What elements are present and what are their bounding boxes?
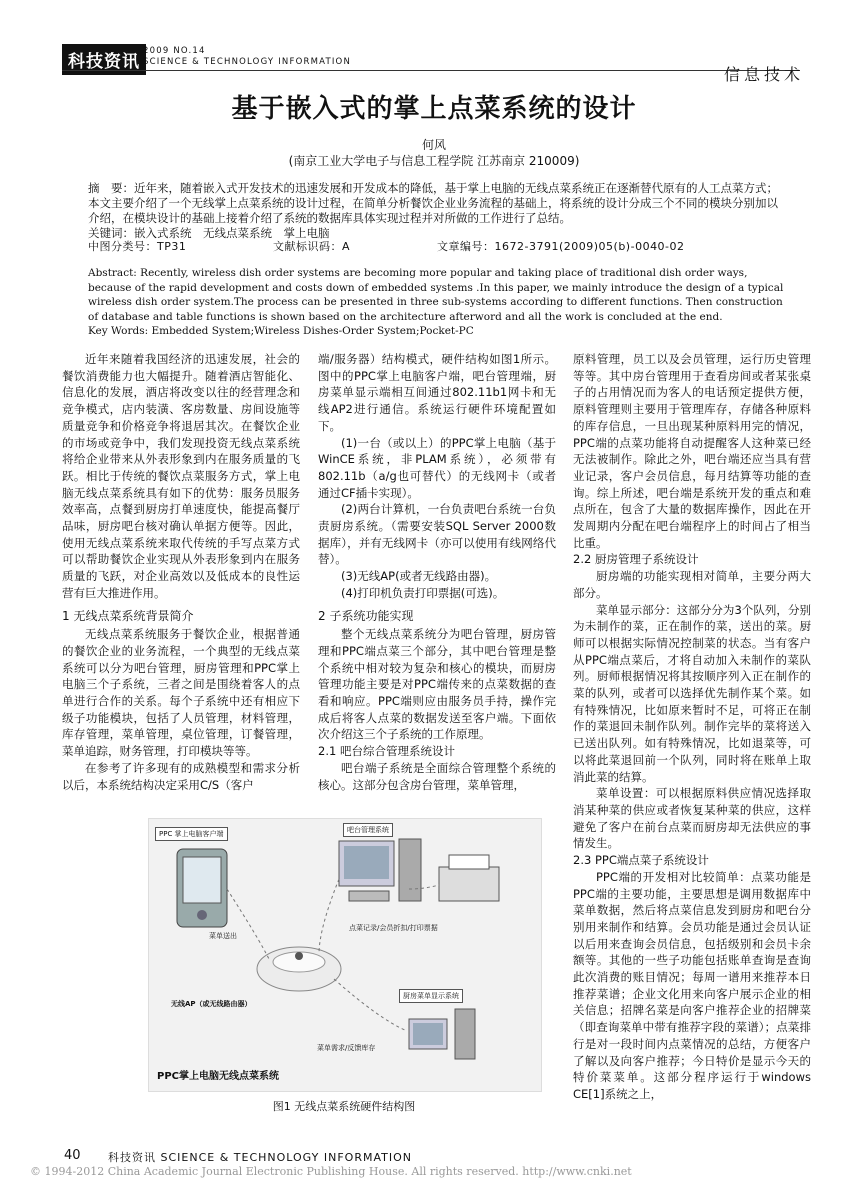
paragraph: 整个无线点菜系统分为吧台管理，厨房管理和PPC端点菜三个部分，其中吧台管理是整个系统中相对较为复杂和核心的模块，而厨房管理功能主要是对PPC端传来的点菜数据的查看和响应。PPC端则应由服务员手持，操作完成后将客人点菜的数据发送至客户端。下面依次介绍这三个子系统的工作原理。 bbox=[318, 627, 556, 742]
paragraph: 厨房端的功能实现相对简单，主要分两大部分。 bbox=[573, 569, 811, 600]
label-ap: 无线AP（或无线路由器） bbox=[171, 1000, 252, 1008]
header-rule bbox=[62, 70, 800, 71]
list-item: (3)无线AP(或者无线路由器)。 bbox=[341, 569, 497, 584]
subsection-heading: 2.1 吧台综合管理系统设计 bbox=[318, 744, 455, 759]
printer-icon bbox=[439, 855, 499, 901]
kitchen-computer-icon bbox=[409, 1009, 475, 1059]
author: 何风 bbox=[421, 138, 446, 152]
issue-number: 2009 NO.14 bbox=[143, 46, 206, 56]
paragraph: 菜单显示部分：这部分分为3个队列，分别为未制作的菜，正在制作的菜，送出的菜。厨师可以根据实际情况控制菜的状态。当有客户从PPC端点菜后，才将自动加入未制作的菜队列。厨师根据情况将其按顺序列入正在制作的菜的队列，或者可以选择优先制作某个菜。如有特殊情况，比如原来暂时不足，可将正在制作的菜退回未制作队列。制作完毕的菜将送入已送出队列。如有特殊情况，比如退菜等，可以将此菜退回前一个队列，同时将在账单上取消此菜的结算。 bbox=[573, 602, 811, 784]
paragraph: 端/服务器）结构模式，硬件结构如图1所示。图中的PPC掌上电脑客户端，吧台管理端，厨房菜单显示端相互间通过802.11b1网卡和无线AP2进行通信。系统运行硬件环境配置如下。 bbox=[318, 352, 556, 433]
paragraph: 近年来随着我国经济的迅速发展，社会的餐饮消费能力也大幅提升。随着酒店智能化、信息化的发展，酒店将改变以往的经营理念和竞争模式，店内装潢、客房数量、房间设施等质量竞争和价格竞争将退居其次。在餐饮企业的市场或竞争中，我们发现投资无线点菜系统将给企业带来从外表形象到内在服务质量的飞跃。相比于传统的餐饮点菜服务方式，掌上电脑无线点菜系统具有如下的优势：服务员服务效率高，点餐到厨房打单速度快，能提高餐厅品味，厨房吧台核对确认单据方便等。因此，使用无线点菜系统来取代传统的手写点菜方式可以帮助餐饮企业实现从外表形象到内在服务质量的飞跃，对企业高效以及低成本的良性运营有巨大推进作用。 bbox=[62, 352, 300, 600]
label-send: 菜单送出 bbox=[209, 932, 237, 940]
column-3 bbox=[573, 351, 811, 1103]
journal-logo: 科技资讯 bbox=[62, 44, 146, 75]
figure-inner-title: PPC掌上电脑无线点菜系统 bbox=[157, 1071, 279, 1082]
list-item: (2)两台计算机，一台负责吧台系统一台负责厨房系统。（需要安装SQL Server 2000数据库），并有无线网卡（亦可以使用有线网络代替）。 bbox=[318, 502, 556, 567]
copyright-notice: © 1994-2012 China Academic Journal Electronic Publishing House. All rights reserved. http://www.cnki.net bbox=[30, 1165, 632, 1178]
label-bar-system: 吧台管理系统 bbox=[343, 823, 393, 837]
keywords-cn: 关键词：嵌入式系统 无线点菜系统 掌上电脑 bbox=[88, 226, 330, 240]
subsection-heading: 2.2 厨房管理子系统设计 bbox=[573, 552, 699, 567]
figure-1 bbox=[148, 818, 542, 1092]
journal-english-name: SCIENCE & TECHNOLOGY INFORMATION bbox=[143, 57, 352, 67]
label-ppc: PPC 掌上电脑客户端 bbox=[155, 827, 228, 841]
journal-meta bbox=[143, 46, 351, 68]
clc-number: 中图分类号：TP31 bbox=[88, 240, 187, 253]
column-1 bbox=[62, 351, 300, 793]
list-item: (1)一台（或以上）的PPC掌上电脑（基于WinCE系统，非PLAM系统），必须带有802.11b（a/g也可替代）的无线网卡（或者通过CF插卡实现）。 bbox=[318, 435, 556, 500]
paragraph: 在参考了许多现有的成熟模型和需求分析以后，本系统结构决定采用C/S（客户 bbox=[62, 760, 300, 792]
keywords-en: Key Words: Embedded System;Wireless Dishes-Order System;Pocket-PC bbox=[88, 325, 474, 337]
footer-journal: 科技资讯 SCIENCE & TECHNOLOGY INFORMATION bbox=[108, 1151, 412, 1164]
abstract-en bbox=[88, 266, 788, 339]
section-heading: 1 无线点菜系统背景简介 bbox=[62, 608, 194, 623]
label-kitchen-system: 厨房菜单显示系统 bbox=[399, 989, 463, 1003]
document-code: 文献标识码：A bbox=[273, 240, 351, 253]
wireless-ap-icon bbox=[257, 947, 341, 991]
figure-caption: 图1 无线点菜系统硬件结构图 bbox=[272, 1100, 416, 1113]
subsection-heading: 2.3 PPC端点菜子系统设计 bbox=[573, 853, 709, 868]
column-2 bbox=[318, 351, 556, 793]
paragraph: 原料管理，员工以及会员管理，运行历史管理等等。其中房台管理用于查看房间或者某张桌子的占用情况而为客人的电话预定提供方便，原料管理则主要用于管理库存，存储各种原料的库存信息，一旦出现某种原料用完的情况，PPC端的点菜功能将自动提醒客人这种菜已经无法被制作。除此之外，吧台端还应当具有营业记录，客户会员信息，每月结算等功能的查询。综上所述，吧台端是系统开发的重点和难点所在，包含了大量的数据库操作，因此在开发周期内分配在吧台端程序上的时间占了相当比重。 bbox=[573, 352, 811, 550]
section-heading: 2 子系统功能实现 bbox=[318, 608, 414, 623]
pda-icon bbox=[177, 849, 227, 927]
label-records: 点菜记录/会员折扣/打印票据 bbox=[349, 924, 438, 932]
abstract-cn bbox=[88, 181, 788, 241]
abstract-en-text: Abstract: Recently, wireless dish order systems are becoming more popular and taking place of traditional dish order ways, because of the rapid development and costs down of embedded systems .In this paper, we mainly introduce the design of a typical wireless dish order system.The process can be presented in three sub-systems according to different functions. Then construction of database and table functions is shown based on the architecture afterword and all the work is concluded at the end. bbox=[88, 267, 784, 323]
list-item: (4)打印机负责打印票据(可选)。 bbox=[341, 585, 505, 600]
link-lines bbox=[227, 879, 439, 1031]
computer-icon bbox=[339, 839, 421, 901]
paragraph: 吧台端子系统是全面综合管理整个系统的核心。这部分包含房台管理，菜单管理， bbox=[318, 760, 556, 792]
paragraph: PPC端的开发相对比较简单：点菜功能是PPC端的主要功能，主要思想是调用数据库中菜单数据，然后将点菜信息发到厨房和吧台分别用来制作和结算。会员功能是通过会员认证以后用来查询会员信息，包括级别和会员卡余额等。其他的一些子功能包括账单查询是查询此次消费的账目情况；每周一谱用来推荐本日推荐菜谱；企业文化用来向客户展示企业的相关信息；招牌名菜是向客户推荐企业的招牌菜（即查询菜单中带有推荐字段的菜谱）；点菜排行是对一段时间内点菜情况的总结，方便客户了解以及向客户推荐；今日特价是显示今天的特价菜菜单。这部分程序运行于windows CE[1]系统之上， bbox=[573, 869, 811, 1101]
article-number: 文章编号：1672-3791(2009)05(b)-0040-02 bbox=[437, 240, 685, 253]
paragraph: 菜单设置：可以根据原料供应情况选择取消某种菜的供应或者恢复某种菜的供应，这样避免了客户在前台点菜而厨房却无法供应的事情发生。 bbox=[573, 786, 811, 851]
label-feedback: 菜单需求/反馈库存 bbox=[317, 1044, 376, 1052]
section-name: 信息技术 bbox=[724, 65, 805, 84]
paragraph: 无线点菜系统服务于餐饮企业，根据普通的餐饮企业的业务流程，一个典型的无线点菜系统可以分为吧台管理，厨房管理和PPC掌上电脑三个子系统，三者之间是围绕着客人的点单进行合作的关系。每个子系统中还有相应下级子功能模块，包括了人员管理，材料管理，库存管理，菜单管理，桌位管理，订餐管理，菜单追踪，财务管理，打印模块等等。 bbox=[62, 627, 300, 759]
affiliation: (南京工业大学电子与信息工程学院 江苏南京 210009) bbox=[288, 154, 580, 168]
abstract-cn-text: 摘 要：近年来，随着嵌入式开发技术的迅速发展和开发成本的降低，基于掌上电脑的无线点菜系统正在逐渐替代原有的人工点菜方式；本文主要介绍了一个无线掌上点菜系统的设计过程，在简单分析餐饮企业业务流程的基础上，将系统的设计分成三个不同的模块分别加以介绍，在模块设计的基础上接着介绍了系统的数据库具体实现过程并对所做的工作进行了总结。 bbox=[88, 181, 778, 225]
page-number: 40 bbox=[64, 1148, 81, 1163]
paper-title: 基于嵌入式的掌上点菜系统的设计 bbox=[231, 94, 637, 124]
